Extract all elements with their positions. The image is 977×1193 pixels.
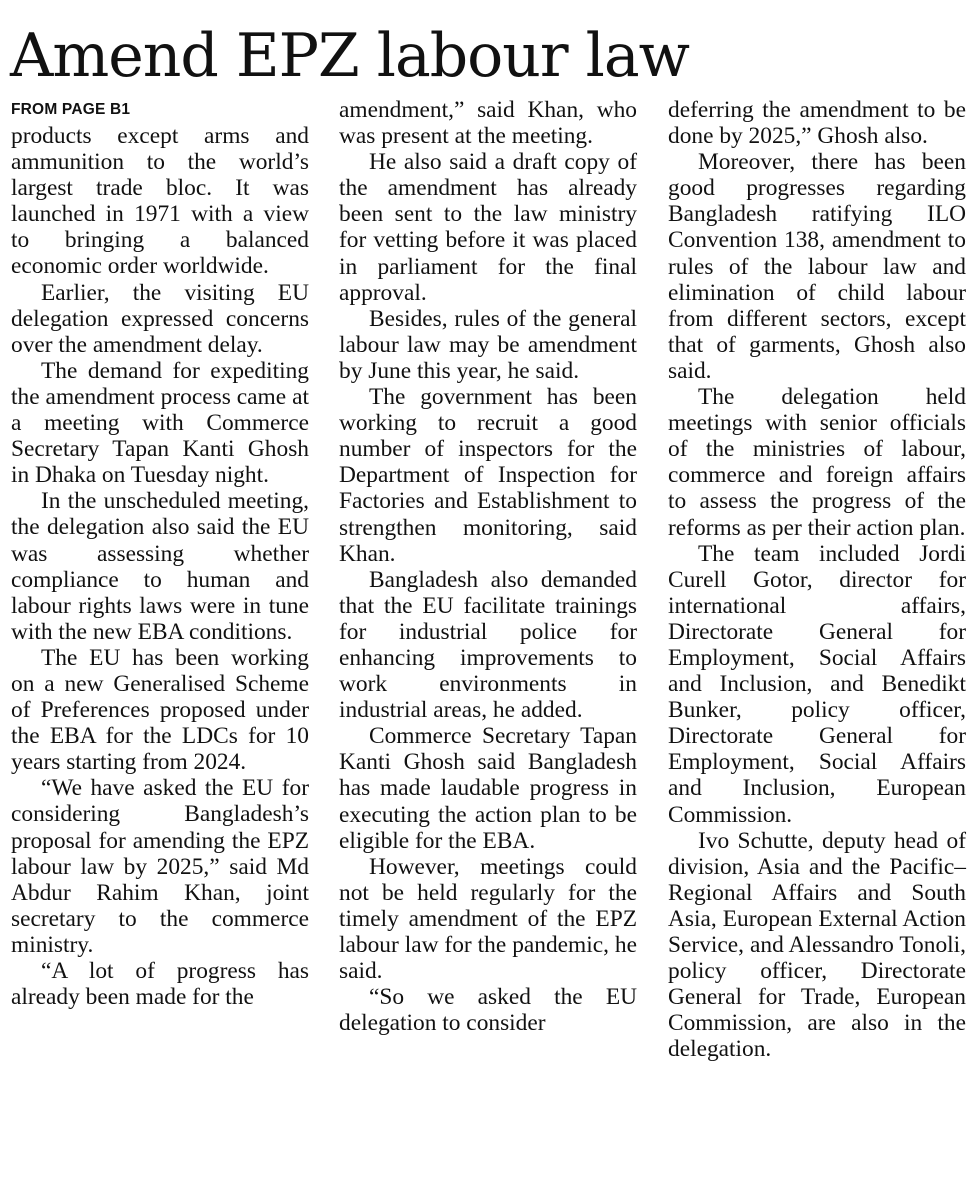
paragraph: The demand for expediting the amendment process came at a meeting with Commerce Secretary Tapan Kanti Ghosh in Dhaka on Tuesday night.: [11, 357, 309, 489]
paragraph: Moreover, there has been good progresses regarding Bangladesh ratifying ILO Convention 138, amendment to rules of the labour law and elimination of child labour from different sectors, except that of garments, Ghosh also said.: [668, 149, 966, 384]
paragraph: In the unscheduled meeting, the delegation also said the EU was assessing whether compliance to human and labour rights laws were in tune with the new EBA conditions.: [11, 488, 309, 645]
paragraph: amendment,” said Khan, who was present at the meeting.: [339, 97, 637, 150]
paragraph: deferring the amendment to be done by 2025,” Ghosh also.: [668, 97, 966, 150]
paragraph: “A lot of progress has already been made for the: [11, 958, 309, 1011]
paragraph: However, meetings could not be held regularly for the timely amendment of the EPZ labour law for the pandemic, he said.: [339, 853, 637, 985]
article-column-2: [339, 97, 637, 1036]
paragraph: Commerce Secretary Tapan Kanti Ghosh said Bangladesh has made laudable progress in executing the action plan to be eligible for the EBA.: [339, 723, 637, 854]
paragraph: The team included Jordi Curell Gotor, director for international affairs, Directorate General for Employment, Social Affairs and Inclusion, and Benedikt Bunker, policy officer, Directorate General for Employment, Social Affairs and Inclusion, European Commission.: [668, 540, 966, 828]
paragraph: “So we asked the EU delegation to consider: [339, 984, 637, 1037]
headline: Amend EPZ labour law: [10, 21, 689, 91]
paragraph: He also said a draft copy of the amendment has already been sent to the law ministry for vetting before it was placed in parliament for the final approval.: [339, 149, 637, 306]
article-column-3: [668, 97, 966, 1062]
paragraph: Besides, rules of the general labour law may be amendment by June this year, he said.: [339, 305, 637, 384]
paragraph: The government has been working to recruit a good number of inspectors for the Department of Inspection for Factories and Establishment to strengthen monitoring, said Khan.: [339, 384, 637, 567]
paragraph: The delegation held meetings with senior officials of the ministries of labour, commerce and foreign affairs to assess the progress of the reforms as per their action plan.: [668, 384, 966, 541]
paragraph: Ivo Schutte, deputy head of division, Asia and the Pacific–Regional Affairs and South Asia, European External Action Service, and Alessandro Tonoli, policy officer, Directorate General for Trade, European Commission, are also in the delegation.: [668, 827, 966, 1063]
article-column-1: [11, 97, 309, 1010]
paragraph: Earlier, the visiting EU delegation expressed concerns over the amendment delay.: [11, 279, 309, 358]
continuation-kicker: FROM PAGE B1: [11, 101, 131, 118]
paragraph: Bangladesh also demanded that the EU facilitate trainings for industrial police for enhancing improvements to work environments in industrial areas, he added.: [339, 566, 637, 724]
paragraph: The EU has been working on a new Generalised Scheme of Preferences proposed under the EBA for the LDCs for 10 years starting from 2024.: [11, 644, 309, 776]
paragraph: “We have asked the EU for considering Bangladesh’s proposal for amending the EPZ labour law by 2025,” said Md Abdur Rahim Khan, joint secretary to the commerce ministry.: [11, 775, 309, 958]
paragraph: products except arms and ammunition to the world’s largest trade bloc. It was launched in 1971 with a view to bringing a balanced economic order worldwide.: [11, 123, 309, 280]
